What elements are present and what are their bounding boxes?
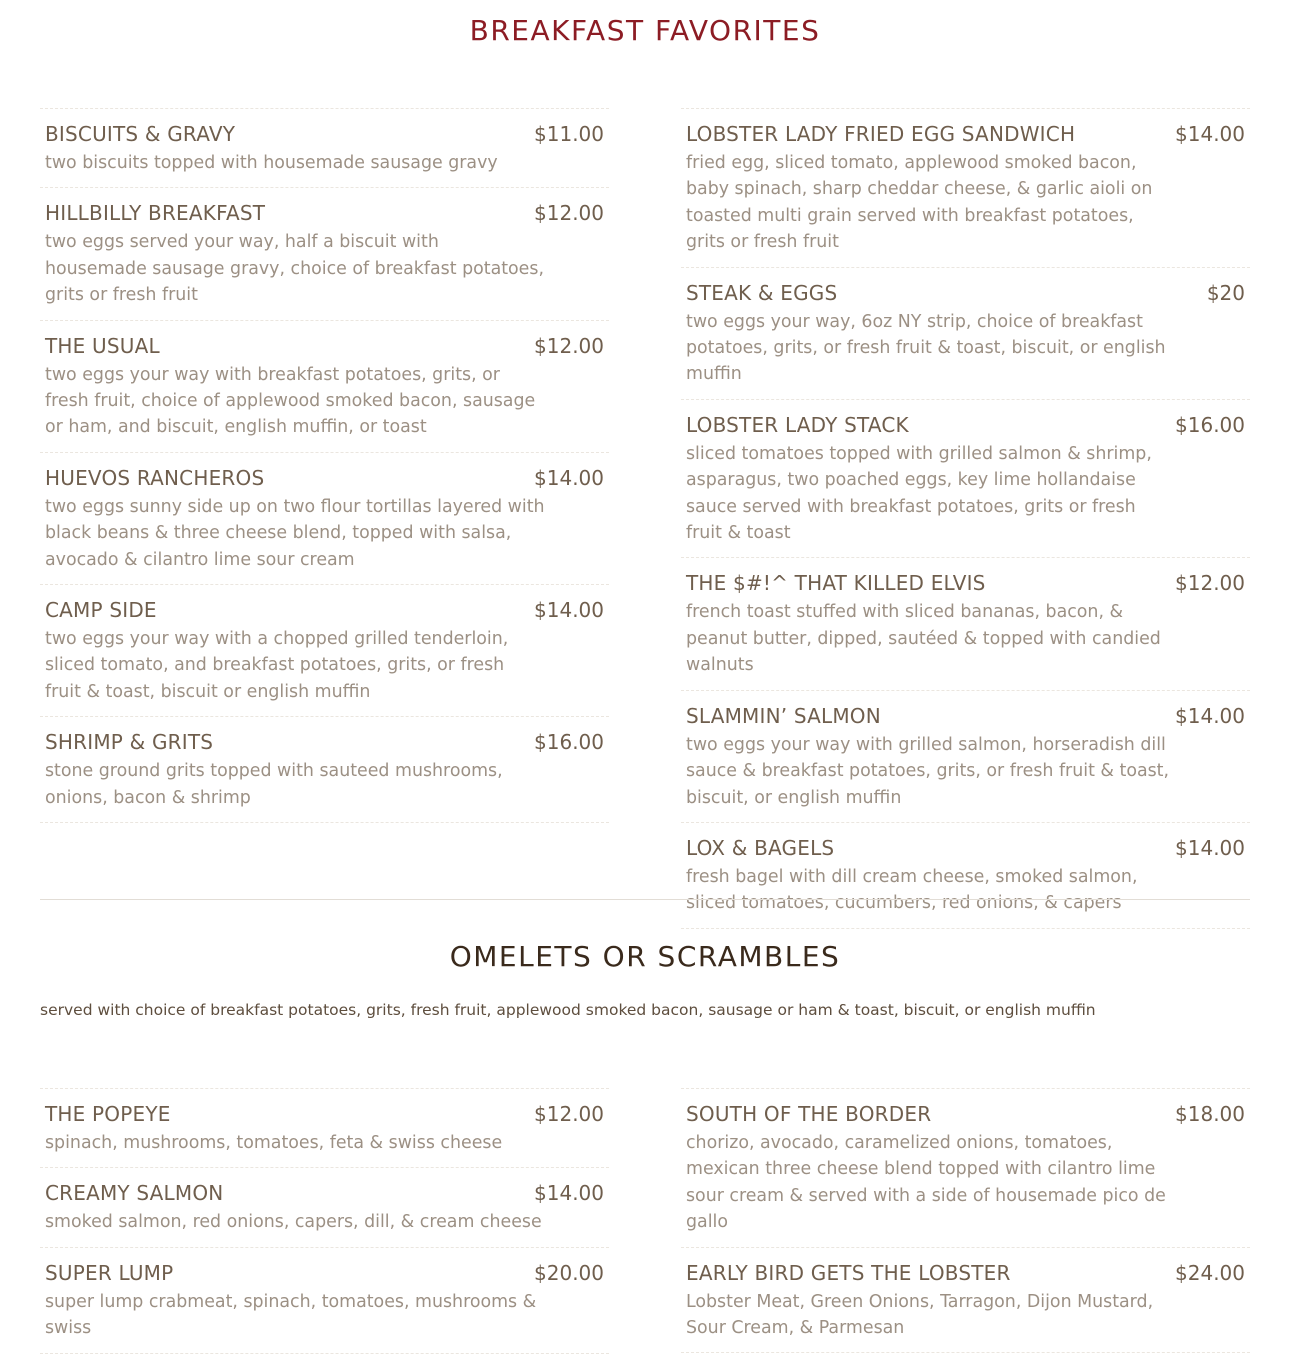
menu-item-header xyxy=(45,334,604,358)
menu-item-price: $16.00 xyxy=(1175,412,1245,437)
breakfast-favorites-title: BREAKFAST FAVORITES xyxy=(469,14,821,47)
menu-item xyxy=(681,108,1250,267)
menu-item xyxy=(681,267,1250,399)
menu-item xyxy=(40,1088,609,1167)
menu-item-name: SLAMMIN’ SALMON xyxy=(686,703,881,728)
menu-item-header xyxy=(686,1102,1245,1126)
menu-item-price: $12.00 xyxy=(534,201,604,226)
menu-item-description: two eggs your way with grilled salmon, horseradish dill sauce & breakfast potatoes, grits, or fresh fruit & toast, biscuit, or english muffin xyxy=(686,734,1170,808)
menu-item-description: two eggs your way with a chopped grilled tenderloin, sliced tomato, and breakfast potatoes, grits, or fresh fruit & toast, biscuit or english muffin xyxy=(45,629,509,702)
menu-item-description: two eggs your way with breakfast potatoes, grits, or fresh fruit, choice of applewood smoked bacon, sausage or ham, and biscuit, english muffin, or toast xyxy=(45,364,536,438)
omelets-section-note: served with choice of breakfast potatoes, grits, fresh fruit, applewood smoked bacon, sausage or ham & toast, biscuit, or english muffin xyxy=(40,1001,1096,1019)
menu-item-price: $20 xyxy=(1206,280,1245,305)
omelets-scrambles-title: OMELETS OR SCRAMBLES xyxy=(449,940,841,973)
menu-item-name: EARLY BIRD GETS THE LOBSTER xyxy=(686,1260,1011,1285)
menu-item-header xyxy=(45,1181,604,1205)
menu-item-header xyxy=(45,122,604,146)
menu-item-price: $18.00 xyxy=(1175,1102,1245,1126)
menu-item-name: LOBSTER LADY FRIED EGG SANDWICH xyxy=(686,122,1076,146)
menu-item xyxy=(40,1247,609,1354)
menu-item-name: HUEVOS RANCHEROS xyxy=(45,465,265,490)
menu-item-header xyxy=(686,413,1245,437)
menu-item-name: STEAK & EGGS xyxy=(686,280,838,305)
menu-item-header xyxy=(686,836,1245,860)
menu-item-name: LOBSTER LADY STACK xyxy=(686,412,909,437)
menu-item xyxy=(40,716,609,823)
menu-item-price: $12.00 xyxy=(534,333,604,358)
menu-item-description: two eggs sunny side up on two flour tortillas layered with black beans & three cheese blend, topped with salsa, avocado & cilantro lime sour cream xyxy=(45,496,545,570)
omelets-right-column xyxy=(681,1088,1250,1353)
menu-item-description: two eggs your way, 6oz NY strip, choice of breakfast potatoes, grits, or fresh fruit & toast, biscuit, or english muffin xyxy=(686,311,1166,385)
menu-item xyxy=(40,1167,609,1246)
menu-item xyxy=(681,1088,1250,1247)
menu-item-price: $12.00 xyxy=(1175,571,1245,596)
menu-item-name: LOX & BAGELS xyxy=(686,835,835,860)
menu-item xyxy=(40,452,609,584)
menu-item xyxy=(681,1247,1250,1354)
menu-item-description: Lobster Meat, Green Onions, Tarragon, Dijon Mustard, Sour Cream, & Parmesan xyxy=(686,1291,1154,1339)
menu-item-price: $14.00 xyxy=(1175,703,1245,728)
menu-item-description: sliced tomatoes topped with grilled salmon & shrimp, asparagus, two poached eggs, key lime hollandaise sauce served with breakfast potatoes, grits or fresh fruit & toast xyxy=(686,443,1152,544)
menu-item-header xyxy=(45,201,604,225)
menu-item-name: THE $#!^ THAT KILLED ELVIS xyxy=(686,571,986,596)
breakfast-left-column xyxy=(40,108,609,823)
menu-item-price: $16.00 xyxy=(534,730,604,755)
menu-item-name: THE POPEYE xyxy=(45,1102,171,1126)
omelets-left-column xyxy=(40,1088,609,1354)
menu-item-header xyxy=(45,598,604,622)
menu-item-header xyxy=(686,1261,1245,1285)
menu-item xyxy=(681,399,1250,558)
menu-item-price: $20.00 xyxy=(534,1260,604,1285)
menu-item xyxy=(40,108,609,187)
menu-item-header xyxy=(686,704,1245,728)
menu-item-header xyxy=(45,730,604,754)
menu-item-header xyxy=(686,571,1245,595)
menu-item-description: two biscuits topped with housemade sausage gravy xyxy=(45,153,498,173)
menu-item-name: SHRIMP & GRITS xyxy=(45,730,214,755)
menu-item-name: SUPER LUMP xyxy=(45,1260,174,1285)
menu-item-description: two eggs served your way, half a biscuit with housemade sausage gravy, choice of breakfast potatoes, grits or fresh fruit xyxy=(45,232,544,306)
menu-item xyxy=(681,557,1250,689)
menu-item xyxy=(40,187,609,319)
menu-item-description: super lump crabmeat, spinach, tomatoes, mushrooms & swiss xyxy=(45,1291,537,1339)
menu-item-name: SOUTH OF THE BORDER xyxy=(686,1102,932,1126)
section-divider xyxy=(40,899,1250,900)
menu-item-price: $14.00 xyxy=(534,598,604,623)
menu-item-description: chorizo, avocado, caramelized onions, tomatoes, mexican three cheese blend topped with cilantro lime sour cream & served with a side of housemade pico de gallo xyxy=(686,1133,1166,1233)
menu-item xyxy=(681,822,1250,929)
menu-item-price: $24.00 xyxy=(1175,1260,1245,1285)
menu-item-price: $11.00 xyxy=(534,122,604,146)
menu-item-price: $14.00 xyxy=(534,1181,604,1206)
menu-item-header xyxy=(45,466,604,490)
menu-item-description: fried egg, sliced tomato, applewood smoked bacon, baby spinach, sharp cheddar cheese, & garlic aioli on toasted multi grain served with breakfast potatoes, grits or fresh fruit xyxy=(686,153,1153,253)
menu-item-description: stone ground grits topped with sauteed mushrooms, onions, bacon & shrimp xyxy=(45,761,503,808)
breakfast-right-column xyxy=(681,108,1250,929)
menu-item-description: spinach, mushrooms, tomatoes, feta & swiss cheese xyxy=(45,1133,503,1153)
menu-item-name: CREAMY SALMON xyxy=(45,1181,224,1206)
menu-item-name: HILLBILLY BREAKFAST xyxy=(45,201,266,226)
menu-item xyxy=(40,584,609,716)
menu-item-price: $14.00 xyxy=(1175,835,1245,860)
menu-item xyxy=(681,690,1250,822)
menu-item-price: $12.00 xyxy=(534,1102,604,1126)
menu-item-price: $14.00 xyxy=(1175,122,1245,146)
menu-item-name: THE USUAL xyxy=(45,333,160,358)
menu-item-header xyxy=(45,1261,604,1285)
menu-item-header xyxy=(686,281,1245,305)
menu-item-header xyxy=(45,1102,604,1126)
menu-item-description: fresh bagel with dill cream cheese, smoked salmon, sliced tomatoes, cucumbers, red onions, & capers xyxy=(686,866,1138,914)
menu-item-description: french toast stuffed with sliced bananas, bacon, & peanut butter, dipped, sautéed & topped with candied walnuts xyxy=(686,602,1161,676)
menu-item xyxy=(40,320,609,452)
menu-item-description: smoked salmon, red onions, capers, dill, & cream cheese xyxy=(45,1212,542,1233)
menu-item-name: CAMP SIDE xyxy=(45,598,157,623)
menu-item-name: BISCUITS & GRAVY xyxy=(45,122,236,146)
menu-item-header xyxy=(686,122,1245,146)
menu-item-price: $14.00 xyxy=(534,465,604,490)
